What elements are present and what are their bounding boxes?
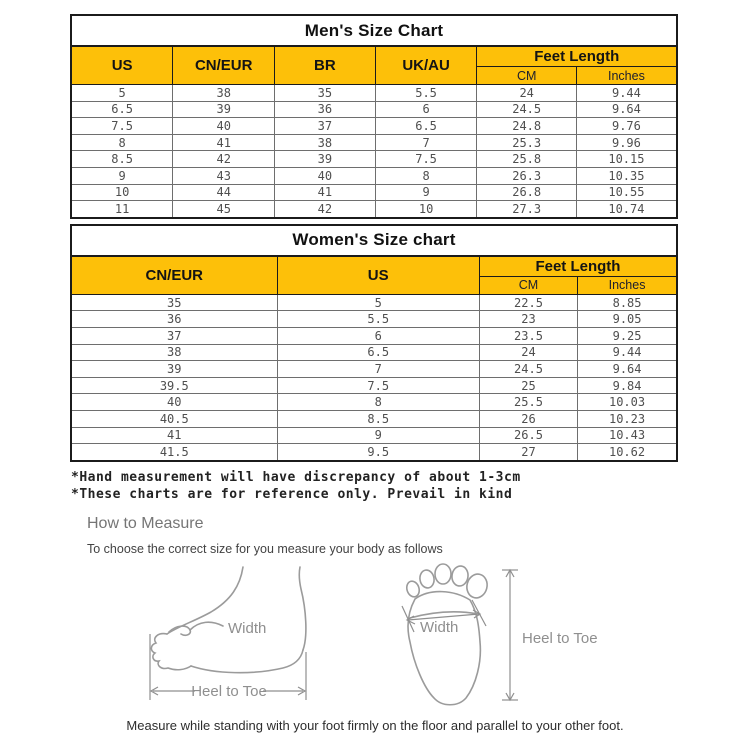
table-cell: 24.8 bbox=[477, 118, 576, 135]
table-cell: 10.23 bbox=[578, 410, 677, 427]
table-cell: 36 bbox=[275, 101, 376, 118]
how-to-measure-heading: How to Measure bbox=[87, 514, 204, 532]
table-cell: 26 bbox=[479, 410, 577, 427]
table-cell: 9.44 bbox=[576, 85, 677, 102]
table-row bbox=[71, 184, 677, 201]
table-cell: 5 bbox=[277, 294, 479, 311]
note-line-2: *These charts are for reference only. Prevail in kind bbox=[71, 486, 513, 502]
table-cell: 45 bbox=[173, 201, 275, 218]
table-row bbox=[71, 394, 677, 411]
table-row bbox=[71, 167, 677, 184]
table-cell: 9 bbox=[375, 184, 477, 201]
measure-diagrams bbox=[0, 562, 750, 714]
table-cell: 24.5 bbox=[479, 361, 577, 378]
table-row bbox=[71, 151, 677, 168]
sole-view-width-label: Width bbox=[420, 618, 459, 636]
table-cell: 8.85 bbox=[578, 294, 677, 311]
table-cell: 7.5 bbox=[277, 377, 479, 394]
table-cell: 27.3 bbox=[477, 201, 576, 218]
measure-footer-caption: Measure while standing with your foot firmly on the floor and parallel to your other foot. bbox=[126, 717, 624, 733]
table-cell: 41.5 bbox=[71, 444, 277, 461]
table-cell: 10.55 bbox=[576, 184, 677, 201]
side-view-width-label: Width bbox=[228, 619, 267, 637]
table-row bbox=[71, 118, 677, 135]
table-cell: 25.8 bbox=[477, 151, 576, 168]
table-cell: 6.5 bbox=[375, 118, 477, 135]
mens-col-header-us: US bbox=[71, 46, 173, 85]
womens-col-header-feet-length: Feet Length bbox=[479, 256, 677, 277]
table-cell: 25.5 bbox=[479, 394, 577, 411]
table-row bbox=[71, 444, 677, 461]
side-view-heel-to-toe-label: Heel to Toe bbox=[191, 682, 267, 700]
table-cell: 11 bbox=[71, 201, 173, 218]
table-cell: 25.3 bbox=[477, 134, 576, 151]
table-cell: 22.5 bbox=[479, 294, 577, 311]
table-row bbox=[71, 377, 677, 394]
table-cell: 7.5 bbox=[71, 118, 173, 135]
table-cell: 10.74 bbox=[576, 201, 677, 218]
table-cell: 10.35 bbox=[576, 167, 677, 184]
table-cell: 25 bbox=[479, 377, 577, 394]
table-cell: 9 bbox=[277, 427, 479, 444]
womens-header-row bbox=[71, 256, 677, 277]
table-row bbox=[71, 311, 677, 328]
table-cell: 37 bbox=[71, 327, 277, 344]
table-cell: 9.76 bbox=[576, 118, 677, 135]
table-cell: 6 bbox=[375, 101, 477, 118]
table-cell: 37 bbox=[275, 118, 376, 135]
mens-table-title: Men's Size Chart bbox=[71, 15, 677, 46]
table-cell: 10.15 bbox=[576, 151, 677, 168]
table-cell: 7 bbox=[277, 361, 479, 378]
mens-table-body bbox=[71, 85, 677, 218]
table-cell: 6 bbox=[277, 327, 479, 344]
table-cell: 26.8 bbox=[477, 184, 576, 201]
table-cell: 10 bbox=[375, 201, 477, 218]
table-cell: 26.5 bbox=[479, 427, 577, 444]
table-row bbox=[71, 361, 677, 378]
mens-header-row bbox=[71, 46, 677, 67]
table-cell: 24.5 bbox=[477, 101, 576, 118]
table-cell: 38 bbox=[71, 344, 277, 361]
table-cell: 41 bbox=[173, 134, 275, 151]
table-cell: 8 bbox=[277, 394, 479, 411]
table-cell: 9.44 bbox=[578, 344, 677, 361]
table-cell: 9.64 bbox=[578, 361, 677, 378]
table-cell: 5.5 bbox=[277, 311, 479, 328]
table-row bbox=[71, 101, 677, 118]
table-row bbox=[71, 294, 677, 311]
womens-title-row bbox=[71, 225, 677, 256]
table-cell: 27 bbox=[479, 444, 577, 461]
table-cell: 10 bbox=[71, 184, 173, 201]
table-cell: 10.03 bbox=[578, 394, 677, 411]
table-cell: 43 bbox=[173, 167, 275, 184]
reference-notes bbox=[71, 469, 750, 503]
table-cell: 39 bbox=[275, 151, 376, 168]
sole-view-heel-to-toe-label: Heel to Toe bbox=[522, 629, 598, 647]
table-cell: 8.5 bbox=[71, 151, 173, 168]
womens-table-body bbox=[71, 294, 677, 460]
table-cell: 35 bbox=[71, 294, 277, 311]
table-cell: 35 bbox=[275, 85, 376, 102]
womens-table-title: Women's Size chart bbox=[71, 225, 677, 256]
table-cell: 40 bbox=[275, 167, 376, 184]
table-cell: 41 bbox=[275, 184, 376, 201]
mens-col-header-br: BR bbox=[275, 46, 376, 85]
table-cell: 9.5 bbox=[277, 444, 479, 461]
table-cell: 9.64 bbox=[576, 101, 677, 118]
table-cell: 44 bbox=[173, 184, 275, 201]
table-row bbox=[71, 344, 677, 361]
mens-col-header-feet-length: Feet Length bbox=[477, 46, 677, 67]
table-cell: 7.5 bbox=[375, 151, 477, 168]
table-cell: 40 bbox=[173, 118, 275, 135]
table-cell: 41 bbox=[71, 427, 277, 444]
womens-col-header-inches: Inches bbox=[578, 276, 677, 294]
table-cell: 23 bbox=[479, 311, 577, 328]
womens-size-table bbox=[70, 224, 678, 462]
womens-col-header-cn-eur: CN/EUR bbox=[71, 256, 277, 295]
mens-col-header-cm: CM bbox=[477, 67, 576, 85]
table-cell: 23.5 bbox=[479, 327, 577, 344]
table-cell: 39 bbox=[71, 361, 277, 378]
womens-col-header-cm: CM bbox=[479, 276, 577, 294]
table-cell: 42 bbox=[275, 201, 376, 218]
table-cell: 8 bbox=[71, 134, 173, 151]
table-cell: 38 bbox=[275, 134, 376, 151]
table-row bbox=[71, 201, 677, 218]
table-cell: 8.5 bbox=[277, 410, 479, 427]
table-cell: 9.25 bbox=[578, 327, 677, 344]
table-cell: 42 bbox=[173, 151, 275, 168]
womens-col-header-us: US bbox=[277, 256, 479, 295]
table-cell: 24 bbox=[479, 344, 577, 361]
mens-title-row bbox=[71, 15, 677, 46]
table-row bbox=[71, 427, 677, 444]
table-row bbox=[71, 410, 677, 427]
table-cell: 9 bbox=[71, 167, 173, 184]
table-cell: 40.5 bbox=[71, 410, 277, 427]
table-row bbox=[71, 85, 677, 102]
how-to-measure-subtitle: To choose the correct size for you measure your body as follows bbox=[87, 541, 443, 556]
table-cell: 10.43 bbox=[578, 427, 677, 444]
foot-sole-view-diagram bbox=[398, 562, 616, 714]
table-cell: 5.5 bbox=[375, 85, 477, 102]
table-cell: 24 bbox=[477, 85, 576, 102]
table-cell: 5 bbox=[71, 85, 173, 102]
foot-side-view-diagram bbox=[143, 564, 315, 706]
table-cell: 8 bbox=[375, 167, 477, 184]
table-cell: 6.5 bbox=[277, 344, 479, 361]
table-cell: 9.96 bbox=[576, 134, 677, 151]
mens-col-header-inches: Inches bbox=[576, 67, 677, 85]
mens-col-header-uk-au: UK/AU bbox=[375, 46, 477, 85]
table-cell: 38 bbox=[173, 85, 275, 102]
table-cell: 10.62 bbox=[578, 444, 677, 461]
table-cell: 36 bbox=[71, 311, 277, 328]
table-cell: 7 bbox=[375, 134, 477, 151]
table-cell: 9.05 bbox=[578, 311, 677, 328]
table-cell: 9.84 bbox=[578, 377, 677, 394]
table-cell: 39.5 bbox=[71, 377, 277, 394]
table-cell: 6.5 bbox=[71, 101, 173, 118]
note-line-1: *Hand measurement will have discrepancy of about 1-3cm bbox=[71, 469, 521, 485]
table-row bbox=[71, 327, 677, 344]
mens-size-table bbox=[70, 14, 678, 219]
mens-col-header-cn-eur: CN/EUR bbox=[173, 46, 275, 85]
table-cell: 26.3 bbox=[477, 167, 576, 184]
table-cell: 39 bbox=[173, 101, 275, 118]
table-row bbox=[71, 134, 677, 151]
table-cell: 40 bbox=[71, 394, 277, 411]
